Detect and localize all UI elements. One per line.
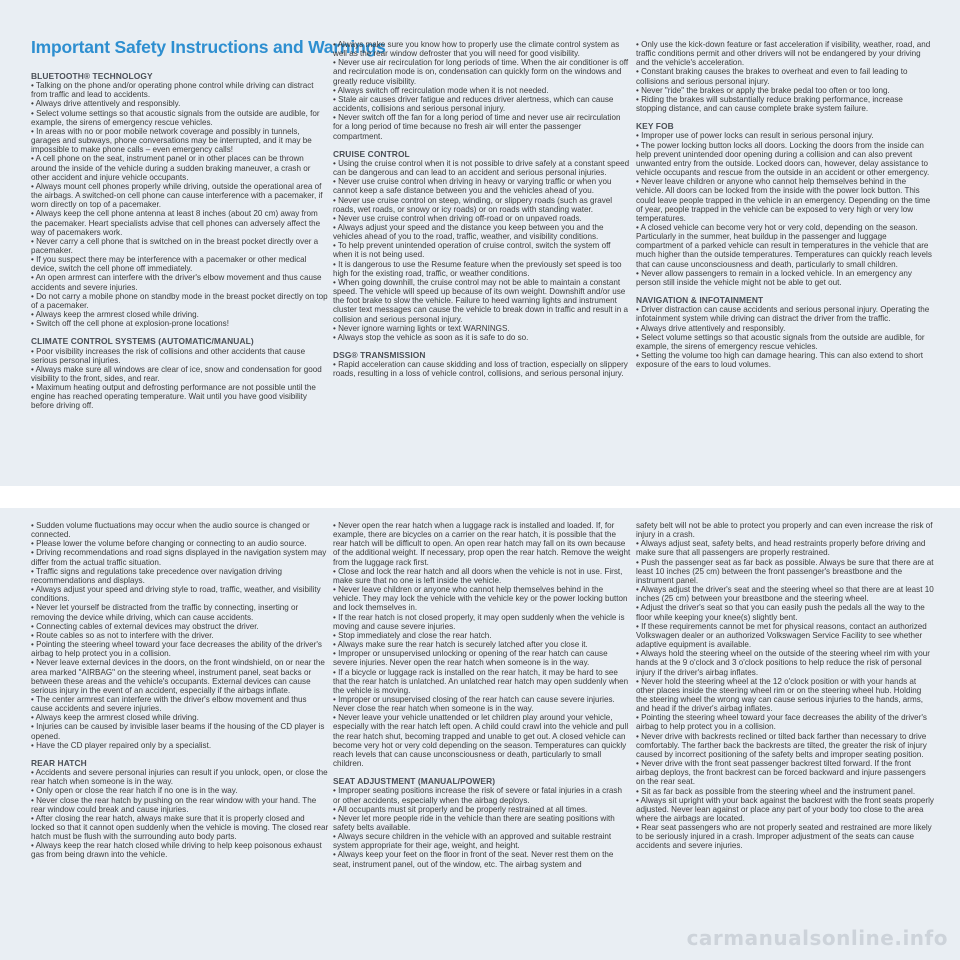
- bullet-item: • Constant braking causes the brakes to overheat and even to fail leading to collisions and serious personal injury.: [636, 67, 908, 86]
- bullet-item: • Never leave external devices in the doors, on the front windshield, on or near the area marked "AIRBAG" on the steering wheel, instrument panel, seat backs or between these areas and the vehicle's occupants. External devices can cause serious injury in the event of an accident, especially if the airbags inflate.: [31, 658, 325, 695]
- bullet-item: • Always drive attentively and responsibly.: [31, 99, 181, 109]
- bullet-item: • Only use the kick-down feature or fast acceleration if visibility, weather, road, and traffic conditions permit and other drivers will not be endangered by your driving and the vehicle's acceleration.: [636, 40, 931, 68]
- bullet-item: • Always drive attentively and responsibly.: [636, 323, 786, 333]
- bullet-item: • Never allow passengers to remain in a locked vehicle. In an emergency any person still inside the vehicle might not be able to get out.: [636, 268, 912, 287]
- bullet-item: • If these requirements cannot be met for physical reasons, contact an authorized Volkswagen dealer or an authorized Volkswagen Service Facility to see whether adaptive equipment is available.: [636, 621, 927, 650]
- section-heading: KEY FOB: [636, 121, 674, 132]
- bullet-item: • If the rear hatch is not closed properly, it may open suddenly when the vehicle is moving and cause severe injuries.: [333, 612, 625, 631]
- bullet-item: • If you suspect there may be interference with a pacemaker or other medical device, switch the cell phone off immediately.: [31, 255, 307, 274]
- bullet-item: • Only open or close the rear hatch if no one is in the way.: [31, 786, 238, 796]
- bullet-item: • Accidents and severe personal injuries can result if you unlock, open, or close the rear hatch when someone is in the way.: [31, 768, 328, 787]
- bullet-item: safety belt will not be able to protect you properly and can even increase the risk of injury in a crash.: [636, 521, 933, 540]
- bullet-item: • Switch off the cell phone at explosion-prone locations!: [31, 319, 229, 329]
- bullet-item: • Always make sure all windows are clear of ice, snow and condensation for good visibility to the front, sides, and rear.: [31, 364, 322, 383]
- bullet-item: • Never leave children or anyone who cannot help themselves behind in the vehicle. All doors can be locked from the inside with the power lock button. This could leave people trapped in the vehicle in an emergency. Depending on the time of year, people trapped in the vehicle can be exposed to very high or very low temperatures.: [636, 177, 931, 223]
- bullet-item: • Never leave your vehicle unattended or let children play around your vehicle, especially with the rear hatch left open. A child could crawl into the vehicle and pull the rear hatch shut, becoming trapped and unable to get out. A closed vehicle can become very hot or very cold depending on the season. Temperatures can quickly reach levels that can cause unconsciousness or death, particularly to small children.: [333, 713, 629, 769]
- bullet-item: • Never open the rear hatch when a luggage rack is installed and loaded. If, for example, there are bicycles on a carrier on the rear hatch, it is possible that the rear hatch will be difficult to open. An open rear hatch may fall on its own because of the additional weight. If necessary, prop open the rear hatch. Remove the weight from the luggage rack first.: [333, 521, 631, 567]
- bullet-item: • The center armrest can interfere with the driver's elbow movement and thus cause accidents and severe injuries.: [31, 694, 307, 714]
- section-heading: REAR HATCH: [31, 757, 87, 768]
- bullet-item: • Poor visibility increases the risk of collisions and other accidents that cause serious personal injuries.: [31, 346, 306, 365]
- bullet-item: • Always keep the armrest closed while driving.: [31, 310, 199, 320]
- bullet-item: • Never use air recirculation for long periods of time. When the air conditioner is off and recirculation mode is on, condensation can quickly form on the windows and greatly reduce visibility.: [333, 58, 629, 86]
- bullet-item: • Never drive with the front seat passenger backrest tilted forward. If the front airbag deploys, the front backrest can be forced backward and injure passengers on the rear seat.: [636, 759, 926, 787]
- bullet-item: • Driver distraction can cause accidents and serious personal injury. Operating the infotainment system while driving can distract the driver from the traffic.: [636, 305, 930, 324]
- bullet-item: • Never use cruise control on steep, winding, or slippery roads (such as gravel roads, wet roads, or snowy or icy roads) or on roads with standing water.: [333, 195, 613, 214]
- bullet-item: • Always keep the rear hatch closed while driving to help keep poisonous exhaust gas from being drawn into the vehicle.: [31, 841, 322, 860]
- bullet-item: • Always make sure you know how to properly use the climate control system as well as the rear window defroster that you will need for good visibility.: [333, 40, 620, 59]
- bullet-item: • Never let more people ride in the vehicle than there are seating positions with safety belts available.: [333, 813, 615, 832]
- bullet-item: • Always hold the steering wheel on the outside of the steering wheel rim with your hands at the 9 o'clock and 3 o'clock positions to help reduce the risk of personal injury if the driver's airbag inflates.: [636, 649, 930, 677]
- bullet-item: • It is dangerous to use the Resume feature when the previously set speed is too high for the existing road, traffic, or weather conditions.: [333, 259, 622, 278]
- bullet-item: • Always switch off recirculation mode when it is not needed.: [333, 85, 549, 95]
- bullet-item: • Close and lock the rear hatch and all doors when the vehicle is not in use. First, make sure that no one is left inside the vehicle.: [333, 566, 623, 585]
- bullet-item: • Never use cruise control when driving off-road or on unpaved roads.: [333, 213, 582, 223]
- bullet-item: • Improper or unsupervised unlocking or opening of the rear hatch can cause severe injuries. Never open the rear hatch when someone is in the way.: [333, 649, 608, 668]
- section-heading: BLUETOOTH® TECHNOLOGY: [31, 72, 153, 81]
- bullet-item: • Please lower the volume before changing or connecting to an audio source.: [31, 539, 307, 549]
- bullet-item: • Never carry a cell phone that is switched on in the breast pocket directly over a pacemaker.: [31, 236, 319, 255]
- bullet-item: • Never "ride" the brakes or apply the brake pedal too often or too long.: [636, 85, 890, 95]
- bullet-item: • Never ignore warning lights or text WARNINGS.: [333, 323, 510, 333]
- bullet-item: • Never use cruise control when driving in heavy or varying traffic or when you cannot keep a safe distance between you and the vehicles ahead of you.: [333, 177, 612, 196]
- bullet-item: • Always keep the cell phone antenna at least 8 inches (about 20 cm) away from the pacemaker. Heart specialists advise that cell phones can adversely affect the way of pacemakers work.: [31, 209, 321, 237]
- bullet-item: • Traffic signs and regulations take precedence over navigation driving recommendations and displays.: [31, 566, 283, 585]
- bullet-item: • Pointing the steering wheel toward your face decreases the ability of the driver's airbag to help protect you in a collision.: [31, 640, 322, 659]
- bottom-panel: [0, 508, 960, 960]
- bullet-item: • Rear seat passengers who are not properly seated and restrained are more likely to be seriously injured in a crash. Improper adjustment of the seats can cause accidents and severe injuries.: [636, 823, 932, 851]
- bottom-column-2: [333, 521, 631, 869]
- bullet-item: • Never switch off the fan for a long period of time and never use air recirculation for a long period of time because no fresh air will enter the passenger compartment.: [333, 113, 621, 141]
- bullet-item: • An open armrest can interfere with the driver's elbow movement and thus cause accidents and severe injuries.: [31, 273, 322, 292]
- bottom-column-3: [636, 521, 934, 851]
- bullet-item: • Always mount cell phones properly while driving, outside the operational area of the airbags. A switched-on cell phone can cause interference with a pacemaker, if worn directly on top of a pacemaker.: [31, 181, 323, 210]
- bullet-item: • Talking on the phone and/or operating phone control while driving can distract from traffic and lead to accidents.: [31, 81, 314, 100]
- bullet-item: • Never close the rear hatch by pushing on the rear window with your hand. The rear window could break and cause injuries.: [31, 795, 317, 814]
- top-column-3: [636, 40, 934, 369]
- bullet-item: • If a bicycle or luggage rack is installed on the rear hatch, it may be hard to see that the rear hatch is unlatched. An unlatched rear hatch may open suddenly when the vehicle is moving.: [333, 667, 629, 695]
- bottom-column-1: [31, 521, 329, 860]
- bullet-item: • Route cables so as not to interfere with the driver.: [31, 630, 214, 640]
- bullet-item: • Injuries can be caused by invisible laser beams if the housing of the CD player is opened.: [31, 722, 325, 741]
- section-heading: DSG® TRANSMISSION: [333, 350, 426, 360]
- bullet-item: • Have the CD player repaired only by a specialist.: [31, 740, 212, 750]
- bullet-item: • Sudden volume fluctuations may occur when the audio source is changed or connected.: [31, 521, 310, 540]
- bullet-item: • Using the cruise control when it is not possible to drive safely at a constant speed can be dangerous and can lead to an accident and serious personal injuries.: [333, 158, 630, 178]
- bullet-item: • Always sit upright with your back against the backrest with the front seats properly adjusted. Never lean against or place any part of your body too close to the area where the airbags are located.: [636, 795, 934, 823]
- panel-divider: [0, 486, 960, 508]
- bullet-item: • Always keep your feet on the floor in front of the seat. Never rest them on the seat, instrument panel, out of the window, etc. The airbag system and: [333, 850, 614, 869]
- section-heading: SEAT ADJUSTMENT (MANUAL/POWER): [333, 776, 496, 787]
- section-heading: NAVIGATION & INFOTAINMENT: [636, 295, 764, 306]
- bullet-item: • All occupants must sit properly and be properly restrained at all times.: [333, 804, 588, 814]
- bullet-item: • Pointing the steering wheel toward your face decreases the ability of the driver's airbag to help protect you in a collision.: [636, 713, 927, 732]
- bullet-item: • Always keep the armrest closed while driving.: [31, 713, 199, 723]
- bullet-item: • Always adjust your speed and driving style to road, traffic, weather, and visibility conditions.: [31, 585, 321, 604]
- watermark-text: carmanualsonline.info: [686, 926, 948, 950]
- bullet-item: • Improper seating positions increase the risk of severe or fatal injuries in a crash or other accidents, especially when the airbag deploys.: [333, 786, 622, 805]
- bullet-item: • Riding the brakes will substantially reduce braking performance, increase stopping distance, and can cause complete brake system failure.: [636, 94, 903, 114]
- section-heading: CLIMATE CONTROL SYSTEMS (AUTOMATIC/MANUAL): [31, 336, 254, 347]
- bullet-item: • Never let yourself be distracted from the traffic by connecting, inserting or removing the device while driving, which can cause accidents.: [31, 603, 299, 622]
- bullet-item: • Never hold the steering wheel at the 12 o'clock position or with your hands at other places inside the steering wheel rim or on the steering wheel hub. Holding the steering wheel the wrong way can cause serious injuries to the hands, arms, and head if the driver's airbag inflates.: [636, 676, 924, 714]
- bullet-item: • Select volume settings so that acoustic signals from the outside are audible, for example, the sirens of emergency rescue vehicles.: [636, 332, 925, 351]
- bullet-item: • Maximum heating output and defrosting performance are not possible until the engine has reached operating temperature. Wait until you have good visibility before driving off.: [31, 383, 316, 411]
- bullet-item: • Rapid acceleration can cause skidding and loss of traction, especially on slippery roads, resulting in a loss of vehicle control, collisions, and serious personal injury.: [333, 360, 628, 379]
- bullet-item: • Push the passenger seat as far back as possible. Always be sure that there are at least 10 inches (25 cm) between the front passenger's breastbone and the instrument panel.: [636, 557, 934, 585]
- bullet-item: • In areas with no or poor mobile network coverage and possibly in tunnels, garages and subways, phone conversations may be interrupted, and it may be impossible to make phone calls – even emergency calls!: [31, 126, 312, 155]
- bullet-item: • When going downhill, the cruise control may not be able to maintain a constant speed. The vehicle will speed up because of its own weight. Downshift and/or use the foot brake to slow the vehicle. Failure to heed warning lights and instrument cluster text messages can cause the vehicle to break down in traffic and result in a collision and serious personal injury.: [333, 277, 628, 324]
- bullet-item: • Never leave children or anyone who cannot help themselves behind in the vehicle. They may lock the vehicle with the vehicle key or the power locking button and lock themselves in.: [333, 585, 628, 613]
- page-title: Important Safety Instructions and Warnings: [31, 37, 386, 57]
- bullet-item: • Always adjust seat, safety belts, and head restraints properly before driving and make sure that all passengers are properly restrained.: [636, 539, 926, 558]
- bullet-item: • Stale air causes driver fatigue and reduces driver alertness, which can cause accidents, collisions and serious personal injury.: [333, 94, 614, 114]
- bullet-item: • Always stop the vehicle as soon as it is safe to do so.: [333, 332, 529, 342]
- bullet-item: • Connecting cables of external devices may obstruct the driver.: [31, 621, 259, 631]
- bullet-item: • After closing the rear hatch, always make sure that it is properly closed and locked so that it cannot open suddenly when the vehicle is moving. The closed rear hatch must be flush with the surrounding auto body parts.: [31, 813, 329, 842]
- bullet-item: • Never drive with backrests reclined or tilted back farther than necessary to drive comfortably. The farther back the backrests are tilted, the greater the risk of injury caused by incorrect positioning of the safety belts and improper seating position.: [636, 731, 927, 759]
- bullet-item: • Always adjust the driver's seat and the steering wheel so that there are at least 10 inches (25 cm) between your breastbone and the steering wheel.: [636, 585, 934, 604]
- bullet-item: • Adjust the driver's seat so that you can easily push the pedals all the way to the floor while keeping your knee(s) slightly bent.: [636, 603, 925, 622]
- bullet-item: • Setting the volume too high can damage hearing. This can also extend to short exposure of the ears to loud volumes.: [636, 351, 924, 370]
- bullet-item: • A closed vehicle can become very hot or very cold, depending on the season. Particularly in the summer, heat buildup in the passenger and luggage compartment of a parked vehicle can result in temperatures in the vehicle that are much higher than the outside temperatures. Temperatures can quickly reach levels that can cause unconsciousness and death, particularly to small children.: [636, 222, 932, 269]
- bullet-item: • Always make sure the rear hatch is securely latched after you close it.: [333, 640, 588, 650]
- bullet-item: • To help prevent unintended operation of cruise control, switch the system off when it is not being used.: [333, 241, 611, 260]
- bullet-item: • Sit as far back as possible from the steering wheel and the instrument panel.: [636, 786, 916, 796]
- bullet-item: • Do not carry a mobile phone on standby mode in the breast pocket directly on top of a pacemaker.: [31, 291, 328, 310]
- section-heading: CRUISE CONTROL: [333, 148, 410, 159]
- bullet-item: • Select volume settings so that acoustic signals from the outside are audible, for example, the sirens of emergency rescue vehicles.: [31, 108, 320, 127]
- top-column-1: [31, 72, 329, 411]
- bullet-item: • Always secure children in the vehicle with an approved and suitable restraint system appropriate for their age, weight, and height.: [333, 832, 612, 851]
- bullet-item: • The power locking button locks all doors. Locking the doors from the inside can help prevent unintended door opening during a collision and can also prevent unwanted entry from the outside. Locked doors can, however, delay assistance to vehicle occupants and rescue from the outside in an accident or other emergency.: [636, 140, 930, 178]
- top-column-2: [333, 40, 631, 378]
- bullet-item: • Improper or unsupervised closing of the rear hatch can cause severe injuries. Never close the rear hatch when someone is in the way.: [333, 694, 615, 714]
- bullet-item: • Always adjust your speed and the distance you keep between you and the vehicles ahead of you to the road, traffic, weather, and visibility conditions.: [333, 222, 604, 242]
- bullet-item: • Stop immediately and close the rear hatch.: [333, 630, 492, 640]
- bullet-item: • Improper use of power locks can result in serious personal injury.: [636, 131, 874, 141]
- bullet-item: • A cell phone on the seat, instrument panel or in other places can be thrown around the inside of the vehicle during a sudden braking maneuver, a crash or other accident and injure vehicle occupants.: [31, 154, 311, 182]
- bullet-item: • Driving recommendations and road signs displayed in the navigation system may differ from the actual traffic situation.: [31, 548, 327, 567]
